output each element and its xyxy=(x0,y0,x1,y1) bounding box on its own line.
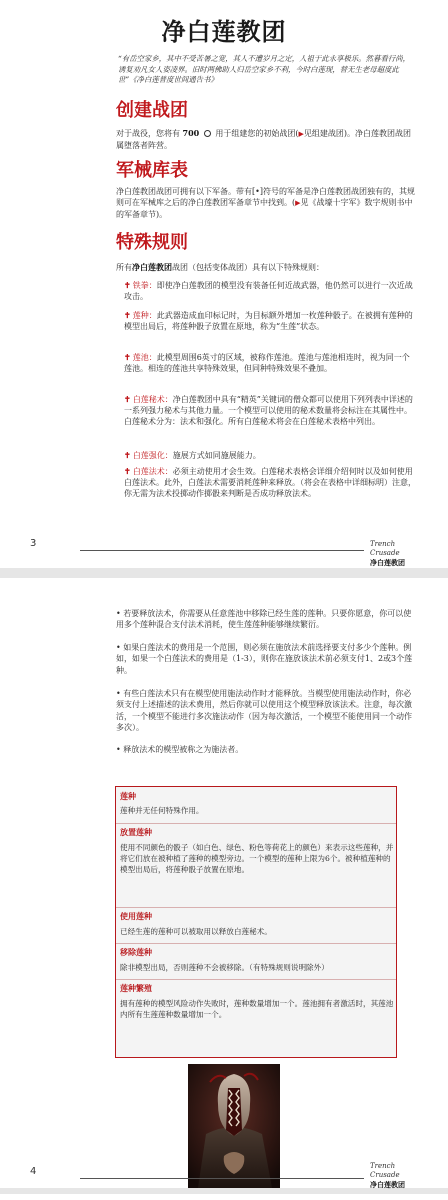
sidebar-divider xyxy=(116,907,396,908)
reference-armoury[interactable]: 见《战壕十字军》数字规则书中的军备章节 xyxy=(116,198,413,220)
reference-create-warband[interactable]: 见组建战团 xyxy=(303,129,344,138)
sidebar-heading-place-seed: 放置莲种 xyxy=(120,827,152,837)
red-cross-icon: ✝ xyxy=(124,352,131,362)
red-cross-icon: ✝ xyxy=(124,466,131,476)
ducat-coin-icon xyxy=(204,130,211,137)
sidebar-text-seed-propagation: 拥有莲种的模型风险动作失败时，莲种数量增加一个。莲池拥有者激活时，其莲池内所有生莲莲种数量增加一个。 xyxy=(120,999,394,1019)
red-triangle-arrow-icon: ▶ xyxy=(295,199,301,208)
create-warband-text: 对于战役，您将有 700 用于组建您的初始战团(▶见组建战团)。净白莲教团战团属堕落者阵营。 xyxy=(116,128,411,151)
sidebar-heading-use-seed: 使用莲种 xyxy=(120,911,152,921)
rule-white-lotus-arcana: ✝ 白莲秘术：净白莲教团中具有“精英”关键词的僧众都可以使用下列列表中详述的一系列强力秘术与其他力量。一个模型可以使用的秘术数量将会标注在其属性中。白莲秘术分为：法术和强化。所有白莲秘术将会在白莲秘术表格中列出。 xyxy=(124,394,413,427)
lotus-seed-sidebar xyxy=(115,786,397,1058)
rule-white-lotus-enhancement: ✝ 白莲强化：施展方式如同施展能力。 xyxy=(124,450,261,460)
sidebar-text-remove-seed: 除非模型出局，否则莲种不会被移除。（有特殊规则说明除外） xyxy=(120,963,329,972)
bullet-release-spell: • 若要释放法术，你需要从任意莲池中移除已经生莲的莲种。只要你愿意，你可以使用多个莲种混合支付法术消耗，使生莲莲种能够继续繁衍。 xyxy=(116,609,412,630)
rule-lotus-pool: ✝ 莲池：此模型周围6英寸的区域，被称作莲池。莲池与莲池相连时，视为同一个莲池。相连的莲池共享特殊效果，但同种特殊效果不叠加。 xyxy=(124,352,410,374)
cultist-artwork-image xyxy=(188,1064,280,1188)
heading-special-rules: 特殊规则 xyxy=(116,232,188,253)
special-rules-intro: 所有净白莲教团战团（包括变体战团）具有以下特殊规则： xyxy=(116,262,324,272)
red-cross-icon: ✝ xyxy=(124,394,131,404)
epigraph-quote: “有岳空家乡，其中不受苦暑之宽，其人不遭岁月之定，人祖于此永享极乐。然暮看行尚，诱复劝凡女人姿凌界。旧时两佛助人归岳空家乡不利，今时白莲现，替无生老母超度此世”《净白莲普度世间通告书》 xyxy=(118,54,411,85)
bullet-cast-action: • 有些白莲法术只有在模型使用施法动作时才能释放。当模型使用施法动作时，你必须支付上述描述的法术费用，然后你就可以使用这个模型释放该法术。注意，每次激活，一个模型不能进行多次施法动作（因为每次激活，一个模型不能使用同一个动作多次）。 xyxy=(116,689,412,733)
red-cross-icon: ✝ xyxy=(124,280,131,290)
rule-white-lotus-spell: ✝ 白莲法术：必须主动使用才会生效。白莲秘术表格会详细介绍何时以及如何使用白莲法术。此外，白莲法术需要消耗莲种来释放。（将会在表格中详细标明）注意，你无需为法术投掷动作掷骰来判断是否成功释放法术。 xyxy=(124,466,416,499)
red-cross-icon: ✝ xyxy=(124,310,131,320)
page-3 xyxy=(0,0,448,568)
footer-divider xyxy=(80,550,364,551)
red-triangle-arrow-icon: ▶ xyxy=(298,130,304,138)
armoury-text: 净白莲教团战团可拥有以下军备。带有[•]符号的军备是净白莲教团战团独有的，其规则可在军械库之后的净白莲教团军备章节中找到。(▶见《战壕十字军》数字规则书中的军备章节)。 xyxy=(116,187,415,220)
heading-create-warband: 创建战团 xyxy=(116,100,188,121)
page-4 xyxy=(0,578,448,1188)
footer-brand: Trench Crusade 净白莲教团 xyxy=(370,1162,405,1189)
footer-divider xyxy=(80,1178,364,1179)
page-number: 3 xyxy=(30,538,37,549)
next-page-edge xyxy=(0,1194,448,1200)
sidebar-text-use-seed: 已经生莲的莲种可以被取用以释放白莲秘术。 xyxy=(120,927,272,936)
sidebar-divider xyxy=(116,979,396,980)
page-number: 4 xyxy=(30,1166,37,1177)
page-title: 净白莲教团 xyxy=(161,17,287,46)
bullet-spell-cost-range: • 如果白莲法术的费用是一个范围，则必须在施放法术前选择要支付多少个莲种。例如，如果一个白莲法术的费用是（1-3），则你在施放该法术前必须支付1、2或3个莲种。 xyxy=(116,643,413,675)
footer-brand: Trench Crusade 净白莲教团 xyxy=(370,540,405,567)
bullet-caster: • 释放法术的模型被称之为施法者。 xyxy=(116,745,244,754)
red-cross-icon: ✝ xyxy=(124,450,131,460)
sidebar-heading-remove-seed: 移除莲种 xyxy=(120,947,152,957)
sidebar-divider xyxy=(116,943,396,944)
sidebar-divider xyxy=(116,823,396,824)
cultist-artwork-svg xyxy=(188,1064,280,1188)
heading-armoury: 军械库表 xyxy=(116,160,188,181)
rule-iron-fist: ✝ 铁拳：即使净白莲教团的模型没有装备任何近战武器，他仍然可以进行一次近战攻击。 xyxy=(124,280,413,302)
sidebar-text-lotus-seed: 莲种并无任何特殊作用。 xyxy=(120,806,204,815)
sidebar-heading-lotus-seed: 莲种 xyxy=(120,791,136,801)
sidebar-heading-seed-propagation: 莲种繁殖 xyxy=(120,983,152,993)
sidebar-text-place-seed: 使用不同颜色的骰子（如白色、绿色、粉色等荷花上的颜色）来表示这些莲种，并将它们放在被种植了莲种的模型旁边。一个模型的莲种上限为6个。被种植莲种的模型出局后，将莲种骰子放置在原地。 xyxy=(120,843,394,874)
rule-lotus-seed: ✝ 莲种：此武器造成血印标记时，为目标额外增加一枚莲种骰子。在被拥有莲种的模型出局后，将莲种骰子放置在原地，称为“生莲”状态。 xyxy=(124,310,413,332)
ducats-amount: 700 xyxy=(182,128,200,138)
